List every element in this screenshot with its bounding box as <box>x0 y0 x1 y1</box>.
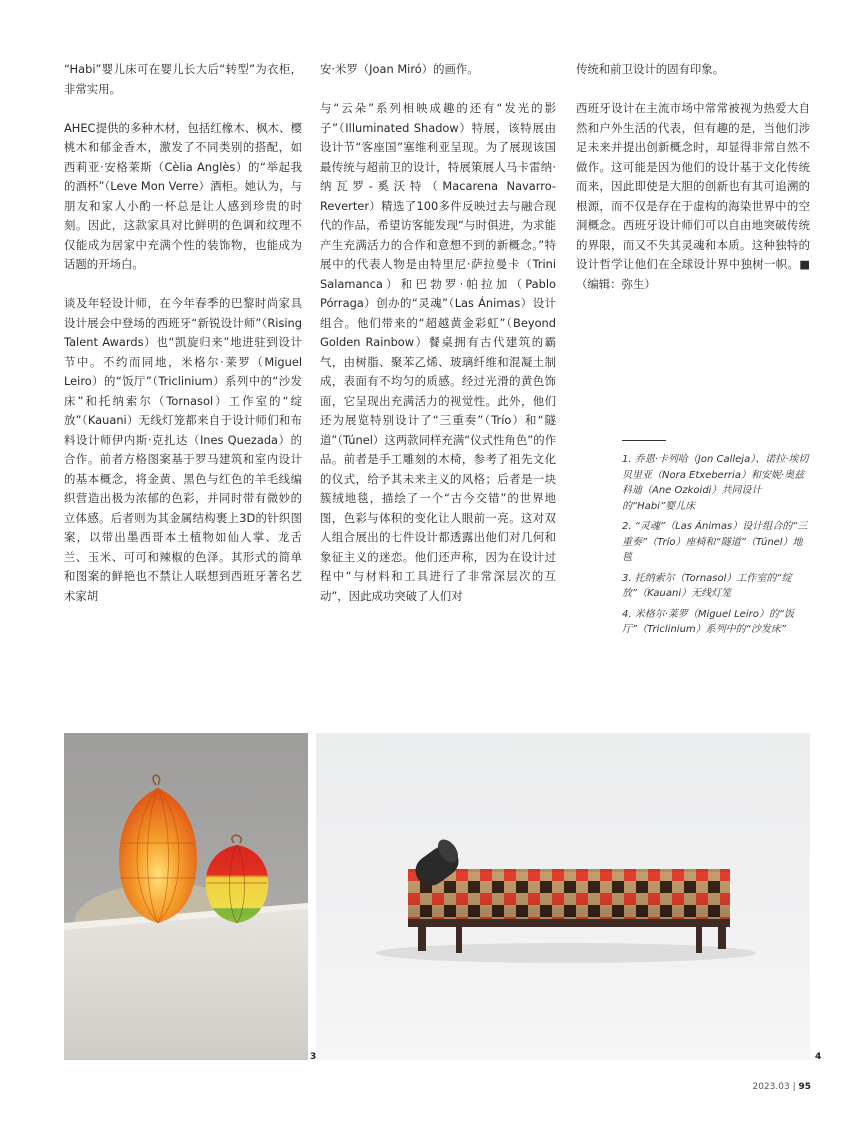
figure-number: 3 <box>310 1052 317 1062</box>
paragraph: 谈及年轻设计师，在今年春季的巴黎时尚家具设计展会中登场的西班牙“新锐设计师”（Rising Talent Awards）也“凯旋归来”地进驻到设计节中。不约而同地，米格尔·莱罗（Miguel Leiro）的“饭厅”（Triclinium）系列中的“沙发床”和托纳索尔（Tornasol）工作室的“绽放”（Kauani）无线灯笼都来自于设计师们和布料设计师伊内斯·克扎达（Ines Quezada）的合作。前者方格图案基于罗马建筑和室内设计的基本概念，将金黄、黑色与红色的羊毛线编织营造出极为浓郁的色彩，并同时带有微妙的立体感。后者则为其金属结构裹上3D的针织图案，以带出墨西哥本土植物如仙人掌、龙舌兰、玉米、可可和辣椒的色泽。其形式的简单和图案的鲜艳也不禁让人联想到西班牙著名艺术家胡 <box>64 296 302 603</box>
figure-number: 4 <box>815 1052 822 1062</box>
caption-item: 3. 托纳索尔（Tornasol）工作室的“绽放”（Kauani）无线灯笼 <box>622 572 792 599</box>
daybed-mattress <box>408 869 730 919</box>
photo-lanterns <box>64 733 308 1060</box>
paragraph: 与“云朵”系列相映成趣的还有“发光的影子”（Illuminated Shadow）特展，该特展由设计节“客座国”塞维利亚呈现。为了展现该国最传统与超前卫的设计，特展策展人马卡雷纳·纳瓦罗-奚沃特（Macarena Navarro-Reverter）精选了100多件反映过去与融合现代的作品，希望访客能发现“与时俱进，为求能产生充满活力的合作和意想不到的新概念。”特展中的代表人物是由特里尼·萨拉曼卡（Trini Salamanca）和巴勃罗·帕拉加（Pablo Pórraga）创办的“灵魂”（Las Ánimas）设计组合。他们带来的“超越黄金彩虹”（Beyond Golden Rainbow）餐桌拥有古代建筑的霸气，由树脂、聚苯乙烯、玻璃纤维和混凝土制成，表面有不均匀的质感。经过光滑的黄色饰面，它呈现出充满活力的视觉性。此外，他们还为展览特别设计了“三重奏”（Trío）和“隧道”（Túnel）这两款同样充满“仪式性角色”的作品。前者是手工雕刻的木椅，参考了祖先文化的仪式，给予其未来主义的风格；后者是一块簇绒地毯，描绘了一个“古今交错”的世界地图，色彩与体积的变化让人眼前一亮。这对双人组合展出的七件设计都透露出他们对几何和象征主义的迷恋。他们还声称，因为在设计过程中“与材料和工具进行了非常深层次的互动”，因此成功突破了人们对 <box>320 101 556 603</box>
caption-divider <box>622 440 666 441</box>
paragraph: 安·米罗（Joan Miró）的画作。 <box>320 62 479 76</box>
paragraph: “Habi”婴儿床可在婴儿长大后“转型”为衣柜，非常实用。 <box>64 62 302 96</box>
paragraph: AHEC提供的多种木材，包括红橡木、枫木、樱桃木和郁金香木，激发了不同类别的搭配，如西莉亚·安格莱斯（Cèlia Anglès）的“举起我的酒杯”（Leve Mon Verre）酒柜。她认为，与朋友和家人小酌一杯总是让人感到珍贵的时刻。因此，这款家具对比鲜明的色调和纹理不仅能成为居家中充满个性的装饰物，也能成为话题的开场白。 <box>64 120 302 271</box>
text-column-middle <box>320 60 556 626</box>
caption-list <box>622 452 812 643</box>
text-column-right <box>576 60 810 314</box>
caption-item: 2. “灵魂”（Las Ánimas）设计组合的“三重奏”（Trío）座椅和“隧道”（Túnel）地毯 <box>622 521 808 563</box>
paragraph: 西班牙设计在主流市场中常常被视为热爱大自然和户外生活的代表，但有趣的是，当他们涉足未来并提出创新概念时，却显得非常自然不做作。这可能是因为他们的设计基于文化传统而来，因此即使是大胆的创新也有其可追溯的根源，而不仅是存在于虚构的海染世界中的空洞概念。西班牙设计师们可以自由地突破传统的界限，而又不失其灵魂和本质。这种独特的设计哲学让他们在全球设计界中独树一帜。■（编辑：弥生） <box>576 101 810 291</box>
page-folio <box>752 1082 811 1092</box>
issue-date: 2023.03 | <box>752 1082 799 1092</box>
paragraph: 传统和前卫设计的固有印象。 <box>576 62 725 76</box>
caption-item: 4. 米格尔·莱罗（Miguel Leiro）的“饭厅”（Triclinium）系列中的“沙发床” <box>622 608 795 635</box>
photo-daybed <box>316 733 810 1060</box>
text-column-left <box>64 60 302 626</box>
caption-item: 1. 乔恩·卡列哈（Jon Calleja）、诺拉·埃切贝里亚（Nora Etxeberria）和安妮·奥兹科迪（Ane Ozkoidi）共同设计的“Habi”婴儿床 <box>622 454 809 512</box>
page-number: 95 <box>798 1082 811 1092</box>
